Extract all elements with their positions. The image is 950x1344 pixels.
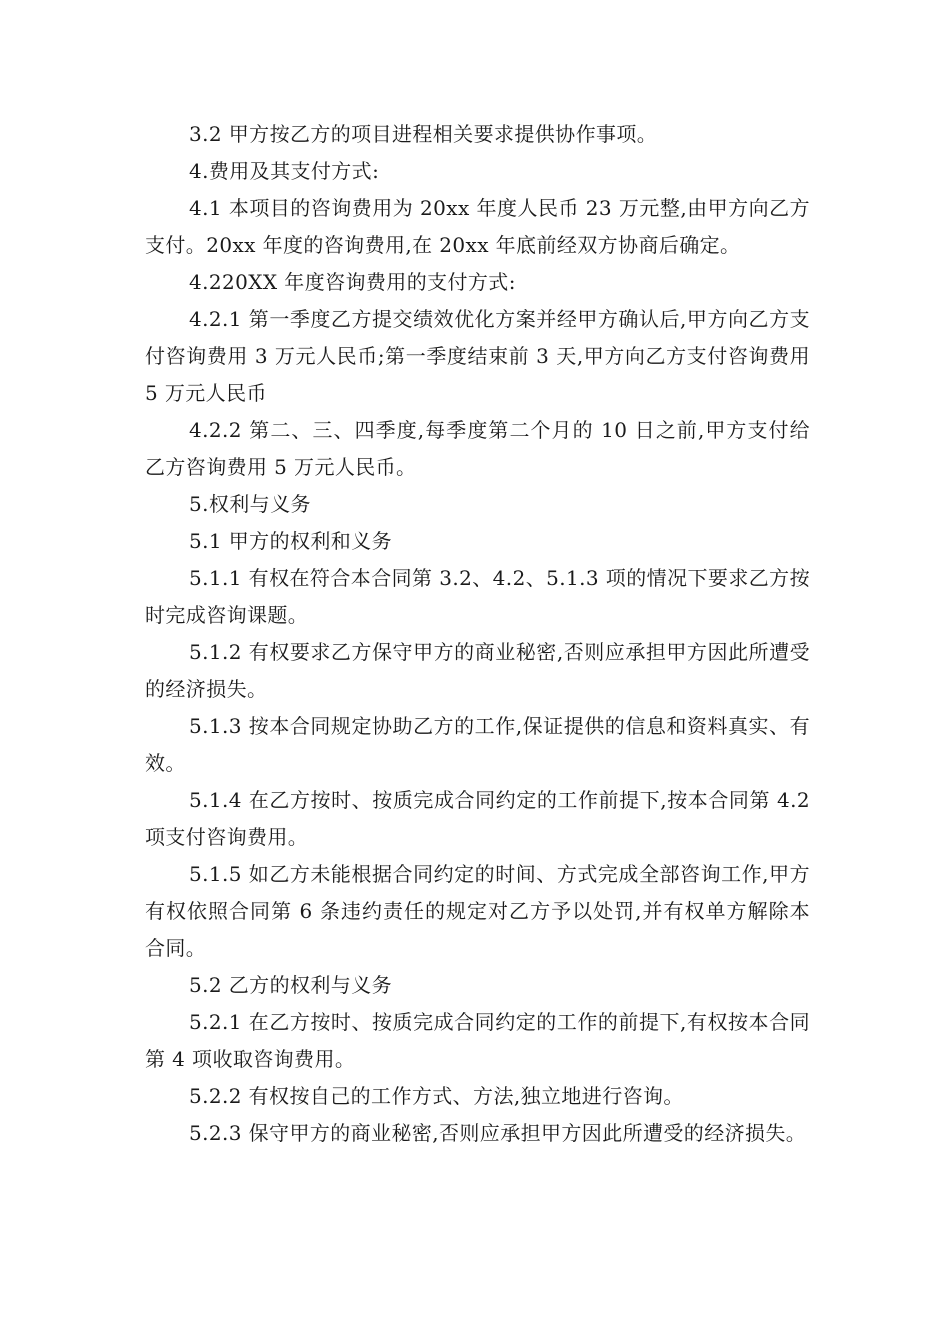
section-5-heading: 5.权利与义务 xyxy=(189,492,311,516)
clause-5-1-4: 5.1.4 在乙方按时、按质完成合同约定的工作前提下,按本合同第 4.2 项支付咨询费用。 xyxy=(145,788,810,849)
section-4-heading: 4.费用及其支付方式: xyxy=(189,159,380,183)
clause-4-2-2: 4.2.2 第二、三、四季度,每季度第二个月的 10 日之前,甲方支付给乙方咨询费用 5 万元人民币。 xyxy=(145,418,810,479)
clause-4-2-heading: 4.220XX 年度咨询费用的支付方式: xyxy=(189,270,516,294)
clause-4-2-1: 4.2.1 第一季度乙方提交绩效优化方案并经甲方确认后,甲方向乙方支付咨询费用 3 万元人民币;第一季度结束前 3 天,甲方向乙方支付咨询费用 5 万元人民币 xyxy=(145,307,810,405)
clause-5-2-2: 5.2.2 有权按自己的工作方式、方法,独立地进行咨询。 xyxy=(189,1084,684,1108)
clause-5-1-5: 5.1.5 如乙方未能根据合同约定的时间、方式完成全部咨询工作,甲方有权依照合同第 6 条违约责任的规定对乙方予以处罚,并有权单方解除本合同。 xyxy=(145,862,810,960)
document-body xyxy=(145,116,810,1152)
clause-4-1: 4.1 本项目的咨询费用为 20xx 年度人民币 23 万元整,由甲方向乙方支付。20xx 年度的咨询费用,在 20xx 年底前经双方协商后确定。 xyxy=(145,196,810,257)
clause-5-1-heading: 5.1 甲方的权利和义务 xyxy=(189,529,392,553)
clause-3-2: 3.2 甲方按乙方的项目进程相关要求提供协作事项。 xyxy=(189,122,658,146)
clause-5-2-3: 5.2.3 保守甲方的商业秘密,否则应承担甲方因此所遭受的经济损失。 xyxy=(189,1121,807,1145)
clause-5-2-1: 5.2.1 在乙方按时、按质完成合同约定的工作的前提下,有权按本合同第 4 项收取咨询费用。 xyxy=(145,1010,810,1071)
clause-5-1-3: 5.1.3 按本合同规定协助乙方的工作,保证提供的信息和资料真实、有效。 xyxy=(145,714,810,775)
clause-5-1-2: 5.1.2 有权要求乙方保守甲方的商业秘密,否则应承担甲方因此所遭受的经济损失。 xyxy=(145,640,810,701)
clause-5-1-1: 5.1.1 有权在符合本合同第 3.2、4.2、5.1.3 项的情况下要求乙方按时完成咨询课题。 xyxy=(145,566,810,627)
clause-5-2-heading: 5.2 乙方的权利与义务 xyxy=(189,973,392,997)
